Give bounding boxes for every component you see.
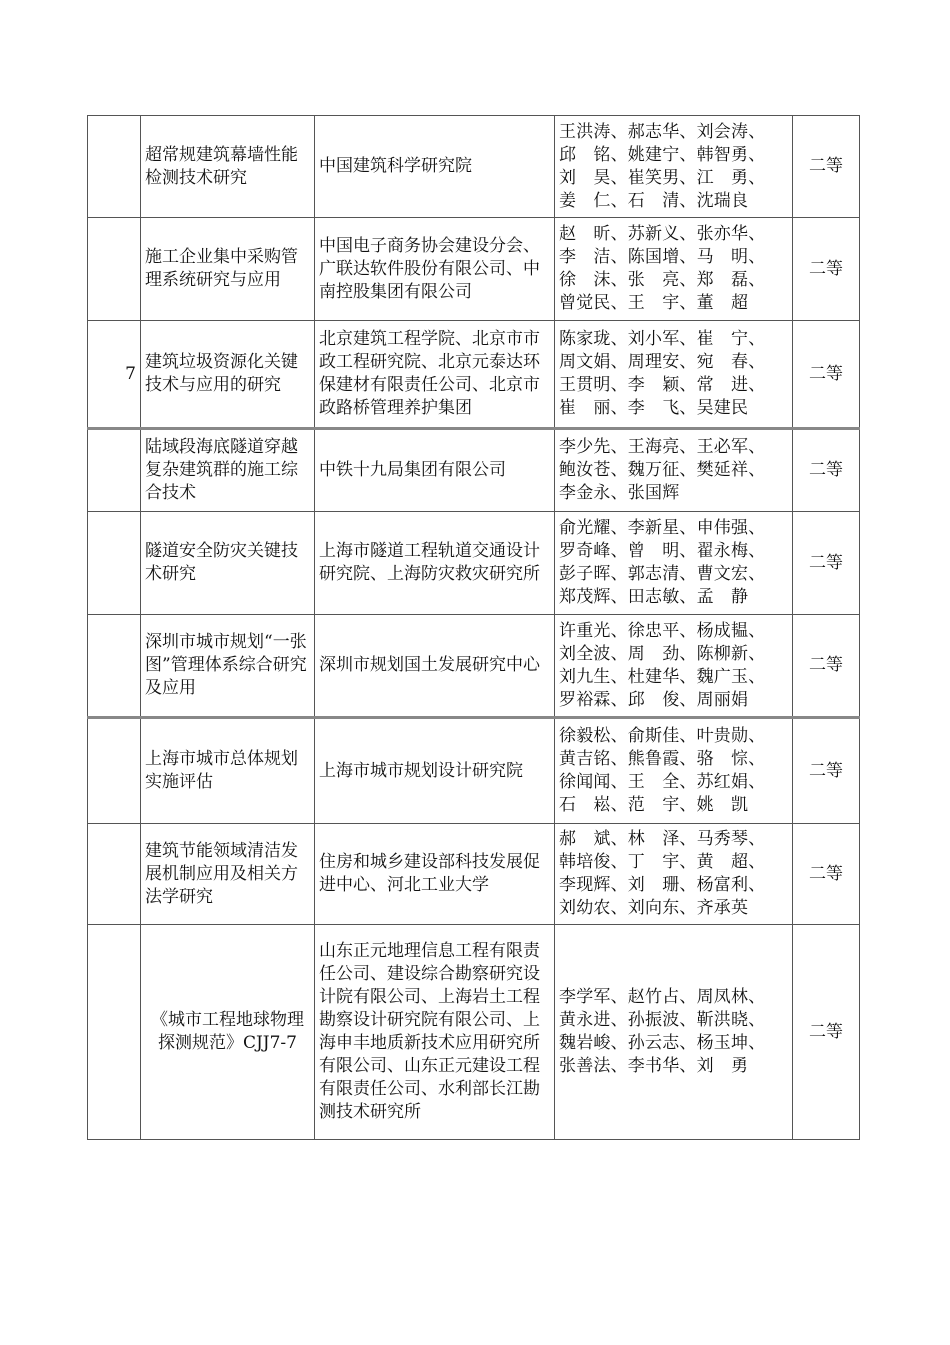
award-grade: 二等 [793,824,860,925]
table-row [88,321,860,429]
people-line: 鲍汝苍、魏万征、樊延祥、 [559,460,766,480]
people-line: 姜 仁、石 清、沈瑞良 [559,190,749,211]
project-name: 《城市工程地球物理探测规范》CJJ7-7 [141,925,315,1140]
people-line: 罗裕霖、邱 俊、周丽娟 [559,689,749,710]
award-grade: 二等 [793,116,860,218]
project-name: 建筑节能领域清洁发展机制应用及相关方法学研究 [141,824,315,925]
award-grade: 二等 [793,218,860,321]
table-row [88,925,860,1140]
project-name: 建筑垃圾资源化关键技术与应用的研究 [141,321,315,429]
completing-units: 中铁十九局集团有限公司 [315,429,555,512]
people-line: 刘幼农、刘向东、齐承英 [559,898,749,918]
row-number [88,512,141,615]
people-line: 黄吉铭、熊鲁霞、骆 悰、 [559,749,766,769]
table-row [88,615,860,718]
people-line: 彭子晖、郭志清、曹文宏、 [559,564,766,584]
people-line: 刘 昊、崔笑男、江 勇、 [559,167,766,188]
award-grade: 二等 [793,321,860,429]
completing-units: 深圳市规划国土发展研究中心 [315,615,555,718]
people-line: 郑茂辉、田志敏、孟 静 [559,587,749,607]
row-number [88,824,141,925]
completing-people [555,718,793,824]
people-line: 王洪涛、郝志华、刘会涛、 [559,121,766,142]
row-number [88,925,141,1140]
completing-people [555,429,793,512]
row-number [88,718,141,824]
table-row [88,218,860,321]
table-row [88,824,860,925]
people-line: 刘九生、杜建华、魏广玉、 [559,666,766,687]
award-grade: 二等 [793,718,860,824]
row-number [88,116,141,218]
row-number [88,429,141,512]
people-line: 魏岩峻、孙云志、杨玉坤、 [559,1033,766,1053]
people-line: 郝 斌、林 泽、马秀琴、 [559,829,766,849]
project-name: 上海市城市总体规划实施评估 [141,718,315,824]
people-line: 石 崧、范 宇、姚 凯 [559,795,749,815]
completing-people [555,824,793,925]
people-line: 徐 沫、张 亮、郑 磊、 [559,270,766,290]
project-name: 施工企业集中采购管理系统研究与应用 [141,218,315,321]
people-line: 徐闻闻、王 全、苏红娟、 [559,772,766,792]
completing-people [555,615,793,718]
people-line: 黄永进、孙振波、靳洪晓、 [559,1010,766,1030]
people-line: 李学军、赵竹占、周凤林、 [559,987,766,1007]
completing-people [555,218,793,321]
people-line: 李现辉、刘 珊、杨富利、 [559,875,766,895]
row-number [88,615,141,718]
people-line: 罗奇峰、曾 明、翟永梅、 [559,541,766,561]
people-line: 赵 昕、苏新义、张亦华、 [559,224,766,244]
project-name: 隧道安全防灾关键技术研究 [141,512,315,615]
project-name: 陆域段海底隧道穿越复杂建筑群的施工综合技术 [141,429,315,512]
completing-people [555,512,793,615]
completing-units: 北京建筑工程学院、北京市市政工程研究院、北京元泰达环保建材有限责任公司、北京市政路桥管理养护集团 [315,321,555,429]
people-line: 张善法、李书华、刘 勇 [559,1056,749,1076]
completing-people [555,116,793,218]
people-line: 俞光耀、李新星、申伟强、 [559,518,766,538]
award-grade: 二等 [793,615,860,718]
people-line: 韩培俊、丁 宇、黄 超、 [559,852,766,872]
completing-units: 中国电子商务协会建设分会、广联达软件股份有限公司、中南控股集团有限公司 [315,218,555,321]
people-line: 李少先、王海亮、王必军、 [559,437,766,457]
people-line: 李 洁、陈国增、马 明、 [559,247,766,267]
people-line: 周文娟、周理安、宛 春、 [559,352,766,372]
people-line: 许重光、徐忠平、杨成韫、 [559,620,766,641]
project-name: 深圳市城市规划“一张图”管理体系综合研究及应用 [141,615,315,718]
people-line: 邱 铭、姚建宁、韩智勇、 [559,144,766,165]
project-name: 超常规建筑幕墙性能检测技术研究 [141,116,315,218]
award-grade: 二等 [793,925,860,1140]
completing-units: 住房和城乡建设部科技发展促进中心、河北工业大学 [315,824,555,925]
row-number [88,218,141,321]
people-line: 曾觉民、王 宇、董 超 [559,293,749,313]
table-row [88,512,860,615]
people-line: 王贯明、李 颖、常 进、 [559,375,766,395]
table-row [88,429,860,512]
table-row [88,116,860,218]
row-number: 7 [88,321,141,429]
completing-people [555,925,793,1140]
awards-table [87,115,860,1140]
people-line: 崔 丽、李 飞、吴建民 [559,398,749,418]
people-line: 刘全波、周 劲、陈柳新、 [559,643,766,664]
completing-units: 上海市城市规划设计研究院 [315,718,555,824]
people-line: 李金永、张国辉 [559,483,680,503]
completing-units: 山东正元地理信息工程有限责任公司、建设综合勘察研究设计院有限公司、上海岩土工程勘察设计研究院有限公司、上海申丰地质新技术应用研究所有限公司、山东正元建设工程有限责任公司、水利部长江勘测技术研究所 [315,925,555,1140]
award-grade: 二等 [793,512,860,615]
award-grade: 二等 [793,429,860,512]
people-line: 徐毅松、俞斯佳、叶贵勋、 [559,726,766,746]
completing-people [555,321,793,429]
table-row [88,718,860,824]
people-line: 陈家珑、刘小军、崔 宁、 [559,329,766,349]
completing-units: 上海市隧道工程轨道交通设计研究院、上海防灾救灾研究所 [315,512,555,615]
completing-units: 中国建筑科学研究院 [315,116,555,218]
